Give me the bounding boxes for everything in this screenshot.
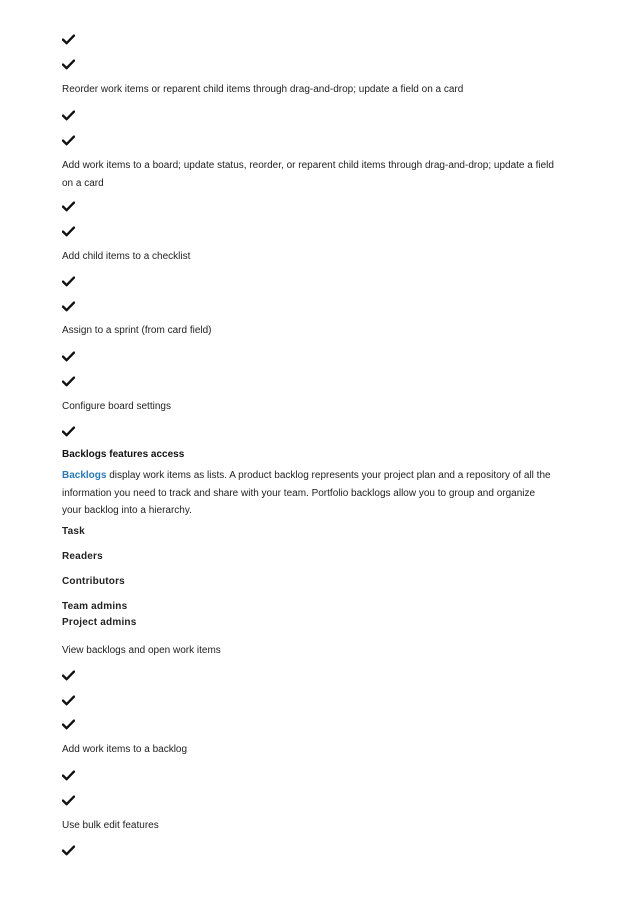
checkmark-icon <box>62 770 75 781</box>
column-header-project-admins: Project admins <box>62 617 137 628</box>
checkmark-icon <box>62 135 75 146</box>
task-configure-board-settings: Configure board settings <box>62 401 171 412</box>
backlogs-link[interactable]: Backlogs <box>62 470 107 481</box>
task-add-work-items-to-backlog: Add work items to a backlog <box>62 744 188 755</box>
checkmark-icon <box>62 110 75 121</box>
checkmark-icon <box>62 695 75 706</box>
task-view-backlogs: View backlogs and open work items <box>62 645 221 656</box>
task-add-child-items-checklist: Add child items to a checklist <box>62 251 191 262</box>
checkmark-icon <box>62 34 75 45</box>
task-reorder-work-items: Reorder work items or reparent child items through drag-and-drop; update a field on a card <box>62 84 464 95</box>
column-header-task: Task <box>62 526 85 537</box>
task-assign-to-sprint: Assign to a sprint (from card field) <box>62 325 212 336</box>
checkmark-icon <box>62 795 75 806</box>
column-header-team-admins: Team admins <box>62 601 128 612</box>
checkmark-icon <box>62 376 75 387</box>
column-header-contributors: Contributors <box>62 576 125 587</box>
task-add-work-items-to-board: Add work items to a board; update status, reorder, or reparent child items through drag-and-drop; update a field on a card <box>62 160 554 189</box>
section-heading-backlogs: Backlogs features access <box>62 449 185 460</box>
backlogs-intro-text: display work items as lists. A product backlog represents your project plan and a repository of all the information you need to track and share with your team. Portfolio backlogs allow you to group and organize your backlog into a hierarchy. <box>62 470 551 516</box>
checkmark-icon <box>62 276 75 287</box>
checkmark-icon <box>62 719 75 730</box>
backlogs-intro <box>62 467 557 520</box>
checkmark-icon <box>62 670 75 681</box>
checkmark-icon <box>62 301 75 312</box>
checkmark-icon <box>62 845 75 856</box>
checkmark-icon <box>62 201 75 212</box>
column-header-readers: Readers <box>62 551 103 562</box>
task-use-bulk-edit: Use bulk edit features <box>62 820 159 831</box>
checkmark-icon <box>62 59 75 70</box>
checkmark-icon <box>62 351 75 362</box>
checkmark-icon <box>62 426 75 437</box>
checkmark-icon <box>62 226 75 237</box>
